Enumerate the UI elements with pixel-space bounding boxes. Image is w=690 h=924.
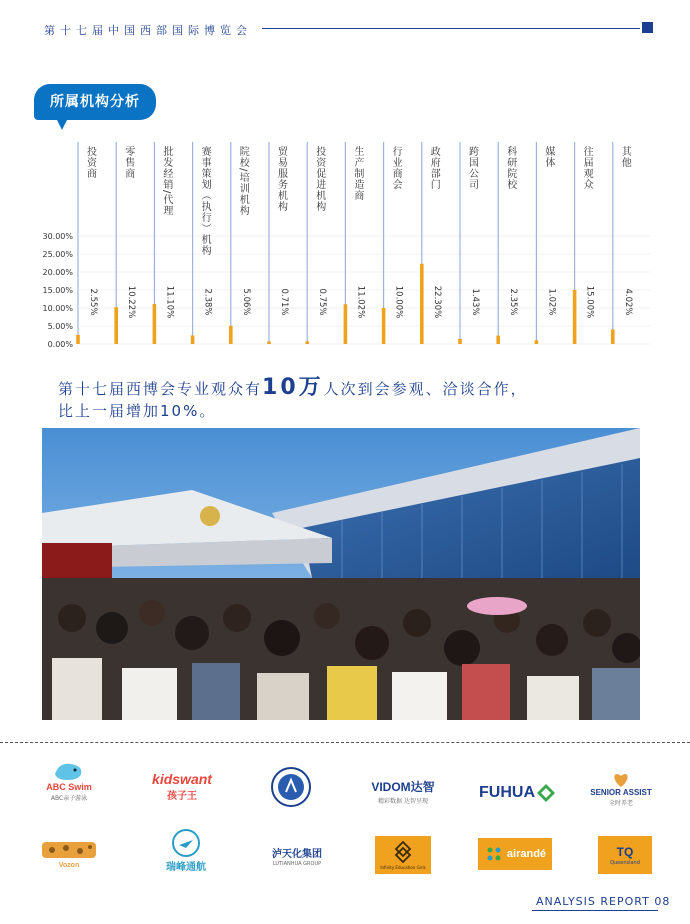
bar bbox=[114, 307, 118, 344]
category-label: 赛事策划（执行）机构 bbox=[199, 146, 211, 256]
logo-kidswant-text: kidswant bbox=[152, 770, 212, 787]
bar bbox=[573, 290, 577, 344]
bar bbox=[496, 336, 500, 344]
giraffe-pattern-icon bbox=[40, 840, 98, 862]
headline bbox=[58, 377, 538, 422]
logo-lutianhua-text: 泸天化集团 bbox=[272, 849, 322, 860]
category-label: 往届观众 bbox=[581, 146, 593, 190]
header-rule bbox=[262, 28, 640, 29]
bar bbox=[535, 340, 539, 344]
logo-kidswant-sub: 孩子王 bbox=[167, 790, 197, 802]
header-square bbox=[642, 22, 653, 33]
bar bbox=[382, 308, 386, 344]
value-label: 2.55% bbox=[88, 288, 98, 316]
logo-vozon-text: Vozon bbox=[58, 861, 80, 869]
aviation-emblem-icon bbox=[171, 828, 201, 858]
logo-ruifeng bbox=[160, 826, 212, 874]
logo-tq-text: TQ bbox=[616, 844, 634, 859]
logo-senior-assist-text: SENIOR ASSIST bbox=[590, 787, 652, 797]
leaf-icon bbox=[535, 782, 557, 804]
runner-emblem-icon bbox=[270, 766, 312, 808]
headline-highlight: 10万 bbox=[262, 375, 324, 400]
dots-pattern-icon bbox=[484, 844, 504, 864]
logo-abc-swim-sub: ABC亲子游泳 bbox=[50, 795, 88, 802]
footer-label bbox=[536, 895, 670, 908]
category-label: 院校/培训机构 bbox=[237, 146, 249, 217]
category-label: 其他 bbox=[619, 146, 631, 168]
category-label: 媒体 bbox=[542, 146, 554, 168]
value-label: 2.38% bbox=[202, 288, 213, 316]
category-label: 科研院校 bbox=[504, 146, 516, 190]
y-tick-label: 5.00% bbox=[47, 322, 73, 331]
value-label: 22.30% bbox=[431, 285, 442, 319]
headline-part2: 人次到会参观、洽谈合作，比上一届增加10%。 bbox=[58, 380, 528, 420]
footer-page-number: 08 bbox=[654, 895, 671, 908]
logo-lutianhua-sub: LUTIANHUA GROUP bbox=[272, 861, 322, 867]
y-tick-label: 25.00% bbox=[42, 250, 73, 259]
value-label: 2.35% bbox=[508, 288, 519, 316]
footer-report-label: ANALYSIS REPORT bbox=[536, 895, 650, 908]
logo-infinity-sub: Infinity Education Girls bbox=[380, 865, 426, 870]
value-label: 10.22% bbox=[126, 285, 137, 319]
y-tick-label: 0.00% bbox=[47, 340, 73, 349]
category-label: 跨国公司 bbox=[466, 146, 478, 190]
section-badge-tail bbox=[56, 118, 68, 130]
logo-abc-swim bbox=[38, 756, 100, 806]
section-title-badge: 所属机构分析 bbox=[34, 84, 156, 120]
logo-lutianhua bbox=[260, 844, 334, 868]
bar bbox=[191, 335, 195, 344]
institution-bar-chart bbox=[0, 130, 690, 360]
value-label: 4.02% bbox=[622, 288, 633, 316]
bar bbox=[76, 335, 80, 344]
heart-icon bbox=[611, 772, 631, 788]
logo-vidom-sub: 精彩数据 达智呈现 bbox=[378, 797, 428, 805]
bar bbox=[305, 341, 309, 344]
logo-airande-text: airandé bbox=[506, 848, 547, 860]
logo-tq-queensland bbox=[598, 836, 652, 874]
value-label: 5.06% bbox=[240, 288, 251, 316]
footer-underline bbox=[532, 910, 658, 911]
expo-crowd-photo bbox=[42, 428, 640, 720]
diamond-pattern-icon bbox=[390, 840, 416, 864]
logo-infinity-education bbox=[375, 836, 431, 874]
category-label: 投资商 bbox=[84, 146, 96, 179]
value-label: 0.75% bbox=[317, 288, 328, 316]
logo-ruifeng-text: 瑞峰通航 bbox=[166, 861, 206, 873]
y-tick-label: 15.00% bbox=[42, 286, 73, 295]
bar bbox=[344, 304, 348, 344]
y-tick-label: 30.00% bbox=[42, 232, 73, 241]
headline-part1: 第十七届西博会专业观众有 bbox=[58, 380, 263, 398]
logo-senior-assist bbox=[588, 768, 654, 810]
value-label: 11.02% bbox=[355, 285, 366, 319]
logo-kidswant bbox=[142, 768, 222, 804]
whale-icon bbox=[53, 760, 85, 782]
value-label: 10.00% bbox=[393, 285, 404, 319]
category-label: 贸易服务机构 bbox=[275, 146, 287, 212]
bar bbox=[420, 264, 424, 344]
value-label: 11.10% bbox=[164, 285, 175, 319]
logo-vidom bbox=[360, 776, 446, 806]
category-label: 政府部门 bbox=[428, 146, 440, 190]
logo-airande bbox=[478, 838, 552, 870]
value-label: 15.00% bbox=[584, 285, 595, 319]
y-tick-label: 20.00% bbox=[42, 268, 73, 277]
y-tick-label: 10.00% bbox=[42, 304, 73, 313]
value-label: 1.43% bbox=[470, 288, 480, 316]
category-label: 投资促进机构 bbox=[313, 146, 325, 212]
logo-tq-sub: Queensland bbox=[610, 859, 640, 866]
category-label: 生产制造商 bbox=[351, 146, 363, 201]
category-label: 批发经销/代理 bbox=[160, 146, 172, 217]
bar bbox=[153, 304, 157, 344]
logo-fuhua-text: FUHUA bbox=[479, 784, 535, 801]
bar bbox=[229, 326, 233, 344]
category-label: 零售商 bbox=[122, 146, 134, 179]
logo-round-emblem bbox=[268, 764, 314, 810]
logo-vidom-text: VIDOM达智 bbox=[371, 779, 435, 794]
dashed-divider bbox=[0, 742, 690, 743]
bar bbox=[267, 341, 271, 344]
header-title: 第十七届中国西部国际博览会 bbox=[44, 24, 252, 37]
logo-fuhua bbox=[476, 778, 560, 808]
category-label: 行业商会 bbox=[390, 146, 402, 190]
value-label: 1.02% bbox=[546, 288, 557, 316]
logo-senior-assist-sub: 全时养老 bbox=[608, 799, 633, 807]
logo-vozon bbox=[38, 836, 100, 872]
bar bbox=[458, 339, 462, 344]
logo-abc-swim-text: ABC Swim bbox=[46, 782, 92, 792]
value-label: 0.71% bbox=[279, 288, 289, 316]
bar bbox=[611, 330, 615, 344]
